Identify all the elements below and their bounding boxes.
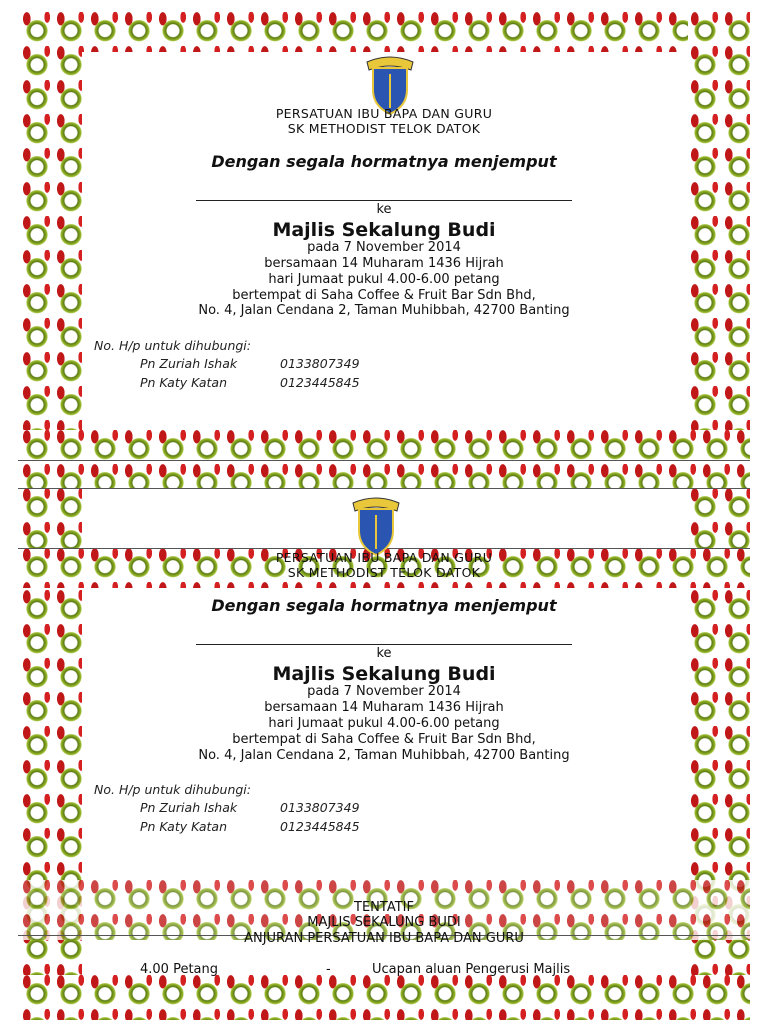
- event-title: Majlis Sekalung Budi: [272, 663, 496, 685]
- detail-line: hari Jumaat pukul 4.00-6.00 petang: [268, 716, 500, 731]
- greeting: Dengan segala hormatnya menjemput: [211, 596, 557, 615]
- recipient-blank-line: [196, 644, 572, 645]
- recipient-blank-line: [196, 200, 572, 201]
- to-text: ke: [376, 202, 392, 217]
- detail-line: bertempat di Saha Coffee & Fruit Bar Sdn Bhd,: [232, 732, 536, 747]
- contact-name: Pn Katy Katan: [140, 819, 228, 834]
- tentatif-subtitle: MAJLIS SEKALUNG BUDI: [307, 915, 461, 930]
- detail-line: hari Jumaat pukul 4.00-6.00 petang: [268, 272, 500, 287]
- school-crest-logo: [347, 495, 405, 557]
- school-name: SK METHODIST TELOK DATOK: [287, 121, 481, 136]
- decorative-border-bottom: [20, 430, 750, 488]
- detail-line: pada 7 November 2014: [307, 684, 461, 699]
- contact-label: No. H/p untuk dihubungi:: [94, 782, 251, 797]
- event-title: Majlis Sekalung Budi: [272, 219, 496, 241]
- contact-name: Pn Zuriah Ishak: [140, 356, 238, 371]
- contact-phone: 0123445845: [280, 819, 360, 834]
- contact-phone: 0123445845: [280, 375, 360, 390]
- tentatif-title: TENTATIF: [354, 900, 414, 915]
- to-text: ke: [376, 646, 392, 661]
- contact-phone: 0133807349: [280, 800, 360, 815]
- detail-line: No. 4, Jalan Cendana 2, Taman Muhibbah, 42700 Banting: [198, 748, 570, 763]
- contact-name: Pn Zuriah Ishak: [140, 800, 238, 815]
- detail-line: bersamaan 14 Muharam 1436 Hijrah: [264, 700, 504, 715]
- detail-line: pada 7 November 2014: [307, 240, 461, 255]
- schedule-item: Ucapan aluan Pengerusi Majlis: [372, 962, 571, 977]
- contact-label: No. H/p untuk dihubungi:: [94, 338, 251, 353]
- decorative-border-top: [20, 12, 750, 52]
- org-name: PERSATUAN IBU BAPA DAN GURU: [275, 550, 493, 565]
- school-name: SK METHODIST TELOK DATOK: [287, 565, 481, 580]
- org-name: PERSATUAN IBU BAPA DAN GURU: [275, 106, 493, 121]
- decorative-border-bottom-3: [20, 975, 750, 1020]
- schedule-time: 4.00 Petang: [140, 962, 219, 977]
- schedule-separator: -: [326, 962, 331, 977]
- detail-line: bertempat di Saha Coffee & Fruit Bar Sdn Bhd,: [232, 288, 536, 303]
- detail-line: No. 4, Jalan Cendana 2, Taman Muhibbah, 42700 Banting: [198, 303, 570, 318]
- greeting: Dengan segala hormatnya menjemput: [211, 152, 557, 171]
- contact-phone: 0133807349: [280, 356, 360, 371]
- contact-name: Pn Katy Katan: [140, 375, 228, 390]
- tentatif-organizer: ANJURAN PERSATUAN IBU BAPA DAN GURU: [244, 931, 524, 946]
- detail-line: bersamaan 14 Muharam 1436 Hijrah: [264, 256, 504, 271]
